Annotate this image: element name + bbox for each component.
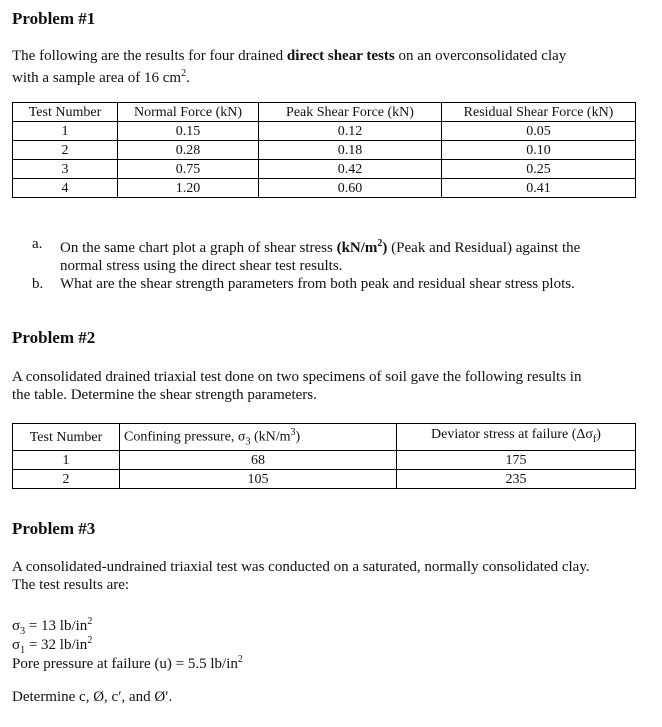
table-cell: 235 xyxy=(397,470,636,489)
list-marker: a. xyxy=(32,236,43,252)
direct-shear-table xyxy=(12,102,636,198)
problem3-intro: A consolidated-undrained triaxial test was conducted on a saturated, normally consolidated clay. The test results are: xyxy=(12,559,590,593)
column-header: Peak Shear Force (kN) xyxy=(259,103,442,122)
column-header: Test Number xyxy=(13,103,118,122)
table-cell: 3 xyxy=(13,160,118,179)
table-cell: 1 xyxy=(13,451,120,470)
table-cell: 0.15 xyxy=(118,122,259,141)
problem1-heading: Problem #1 xyxy=(12,9,96,28)
table-row xyxy=(13,141,636,160)
table-cell: 175 xyxy=(397,451,636,470)
table-cell: 0.75 xyxy=(118,160,259,179)
table-cell: 0.05 xyxy=(442,122,636,141)
table-header-row xyxy=(13,103,636,122)
list-marker: b. xyxy=(32,276,44,292)
table-cell: 68 xyxy=(120,451,397,470)
pore-pressure-value: Pore pressure at failure (u) = 5.5 $lb/in^2$ xyxy=(12,654,243,672)
question-b: b. What are the shear strength parameters from both peak and residual shear stress plots. xyxy=(32,276,575,292)
table-cell: 0.10 xyxy=(442,141,636,160)
table-row xyxy=(13,122,636,141)
column-header: Test Number xyxy=(13,424,120,451)
problem1-intro: The following are the results for four drained direct shear tests on an overconsolidated clay with a sample area of 16 $cm^2$. xyxy=(12,48,567,86)
problem3-heading: Problem #3 xyxy=(12,519,96,538)
table-cell: 1 xyxy=(13,122,118,141)
problem3-determine: Determine c, Ø, c′, and Ø′. xyxy=(12,689,173,705)
table-cell: 0.12 xyxy=(259,122,442,141)
table-cell: 0.42 xyxy=(259,160,442,179)
triaxial-table xyxy=(12,423,636,489)
table-row xyxy=(13,451,636,470)
problem2-intro: A consolidated drained triaxial test done on two specimens of soil gave the following results in the table. Determine the shear strength parameters. xyxy=(12,369,582,403)
problem2-heading: Problem #2 xyxy=(12,328,96,347)
table-cell: 0.41 xyxy=(442,179,636,198)
table-cell: 0.18 xyxy=(259,141,442,160)
problem1-questions xyxy=(32,235,642,293)
table-cell: 105 xyxy=(120,470,397,489)
column-header: Confining pressure, $\sigma_3$ $(kN/m^3)$ xyxy=(120,424,397,451)
table-cell: 2 xyxy=(13,470,120,489)
table-cell: 1.20 xyxy=(118,179,259,198)
table-cell: 0.60 xyxy=(259,179,442,198)
table-cell: 2 xyxy=(13,141,118,160)
column-header: Normal Force (kN) xyxy=(118,103,259,122)
table-header-row xyxy=(13,424,636,451)
column-header: Deviator stress at failure $(\Delta\sigma_f)$ xyxy=(397,424,636,451)
question-a: a. On the same chart plot a graph of shear stress $(kN/m^2)$ (Peak and Residual) against the normal stress using the direct shear test results. xyxy=(32,236,581,274)
table-cell: 0.25 xyxy=(442,160,636,179)
table-cell: 0.28 xyxy=(118,141,259,160)
table-row xyxy=(13,179,636,198)
table-row xyxy=(13,160,636,179)
column-header: Residual Shear Force (kN) xyxy=(442,103,636,122)
sigma3-value: $\sigma_3 = 13$ $lb/in^2$ xyxy=(12,616,93,637)
sigma1-value: $\sigma_1 = 32$ $lb/in^2$ xyxy=(12,635,93,656)
table-row xyxy=(13,470,636,489)
table-cell: 4 xyxy=(13,179,118,198)
